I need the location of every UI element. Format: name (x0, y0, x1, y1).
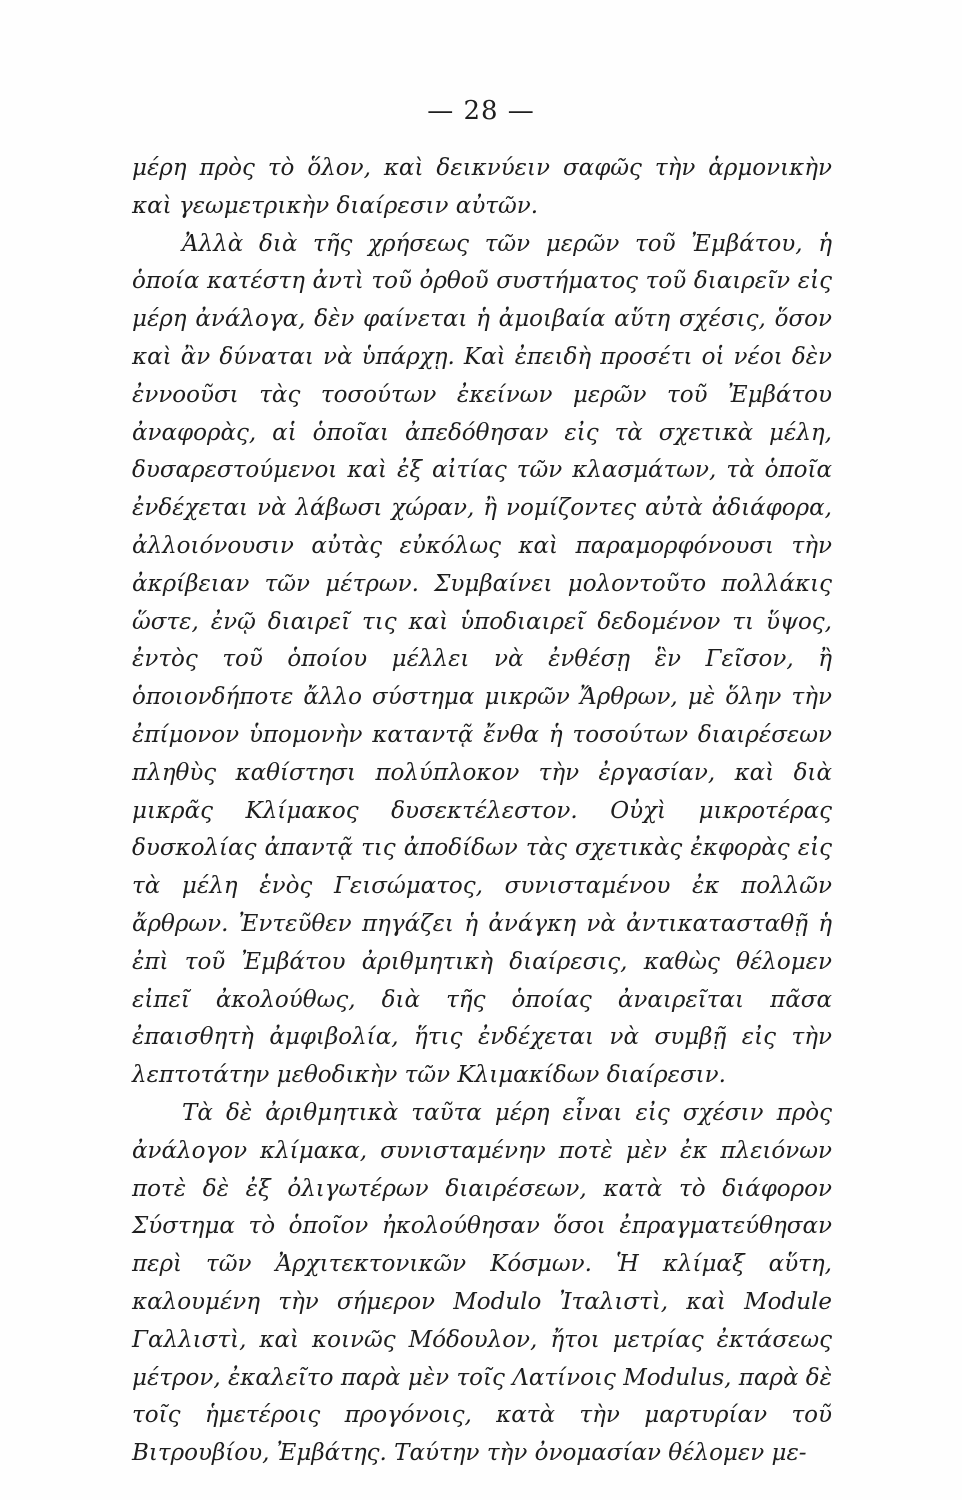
page-number: — 28 — (427, 96, 535, 126)
paragraph-1: μέρη πρὸς τὸ ὅλον, καὶ δεικνύειν σαφῶς τὴν ἁρμονικὴν καὶ γεωμετρικὴν διαίρεσιν αὐτῶν. (132, 155, 832, 219)
paragraph-3: Τὰ δὲ ἀριθμητικὰ ταῦτα μέρη εἶναι εἰς σχέσιν πρὸς ἀνάλογον κλίμακα, συνισταμένην ποτὲ μὲν ἐκ πλειόνων ποτὲ δὲ ἐξ ὀλιγωτέρων διαιρέσεων, κατὰ τὸ διάφορον Σύστημα τὸ ὁποῖον ἠκολούθησαν ὅσοι ἐπραγματεύθησαν περὶ τῶν Ἀρχιτεκτονικῶν Κόσμων. Ἡ κλίμαξ αὕτη, καλουμένη τὴν σήμερον Modulo Ἰταλιστὶ, καὶ Module Γαλλιστὶ, καὶ κοινῶς Μόδουλον, ἤτοι μετρίας ἐκτάσεως μέτρον, ἐκαλεῖτο παρὰ μὲν τοῖς Λατίνοις Modulus, παρὰ δὲ τοῖς ἡμετέροις προγόνοις, κατὰ τὴν μαρτυρίαν τοῦ Βιτρουβίου, Ἐμβάτης. Ταύτην τὴν ὀνομασίαν θέλομεν με- (132, 1099, 832, 1467)
paragraph-2: Ἀλλὰ διὰ τῆς χρήσεως τῶν μερῶν τοῦ Ἐμβάτου, ἡ ὁποία κατέστη ἀντὶ τοῦ ὀρθοῦ συστήματος τοῦ διαιρεῖν εἰς μέρη ἀνάλογα, δὲν φαίνεται ἡ ἀμοιβαία αὕτη σχέσις, ὅσον καὶ ἂν δύναται νὰ ὑπάρχῃ. Καὶ ἐπειδὴ προσέτι οἱ νέοι δὲν ἐννοοῦσι τὰς τοσούτων ἐκείνων μερῶν τοῦ Ἐμβάτου ἀναφορὰς, αἱ ὁποῖαι ἀπεδόθησαν εἰς τὰ σχετικὰ μέλη, δυσαρεστούμενοι καὶ ἐξ αἰτίας τῶν κλασμάτων, τὰ ὁποῖα ἐνδέχεται νὰ λάβωσι χώραν, ἢ νομίζοντες αὐτὰ ἀδιάφορα, ἀλλοιόνουσιν αὐτὰς εὐκόλως καὶ παραμορφόνουσι τὴν ἀκρίβειαν τῶν μέτρων. Συμβαίνει μολοντοῦτο πολλάκις ὥστε, ἐνῷ διαιρεῖ τις καὶ ὑποδιαιρεῖ δεδομένον τι ὕψος, ἐντὸς τοῦ ὁποίου μέλλει νὰ ἐνθέσῃ ἓν Γεῖσον, ἢ ὁποιονδήποτε ἄλλο σύστημα μικρῶν Ἄρθρων, μὲ ὅλην τὴν ἐπίμονον ὑπομονὴν καταντᾷ ἔνθα ἡ τοσούτων διαιρέσεων πληθὺς καθίστησι πολύπλοκον τὴν ἐργασίαν, καὶ διὰ μικρᾶς Κλίμακος δυσεκτέλεστον. Οὐχὶ μικροτέρας δυσκολίας ἀπαντᾷ τις ἀποδίδων τὰς σχετικὰς ἐκφορὰς εἰς τὰ μέλη ἑνὸς Γεισώματος, συνισταμένου ἐκ πολλῶν ἄρθρων. Ἐντεῦθεν πηγάζει ἡ ἀνάγκη νὰ ἀντικατασταθῇ ἡ ἐπὶ τοῦ Ἐμβάτου ἀριθμητικὴ διαίρεσις, καθὼς θέλομεν εἰπεῖ ἀκολούθως, διὰ τῆς ὁποίας ἀναιρεῖται πᾶσα ἐπαισθητὴ ἀμφιβολία, ἥτις ἐνδέχεται νὰ συμβῇ εἰς τὴν λεπτοτάτην μεθοδικὴν τῶν Κλιμακίδων διαίρεσιν. (132, 230, 832, 1089)
body-text (132, 150, 832, 1473)
